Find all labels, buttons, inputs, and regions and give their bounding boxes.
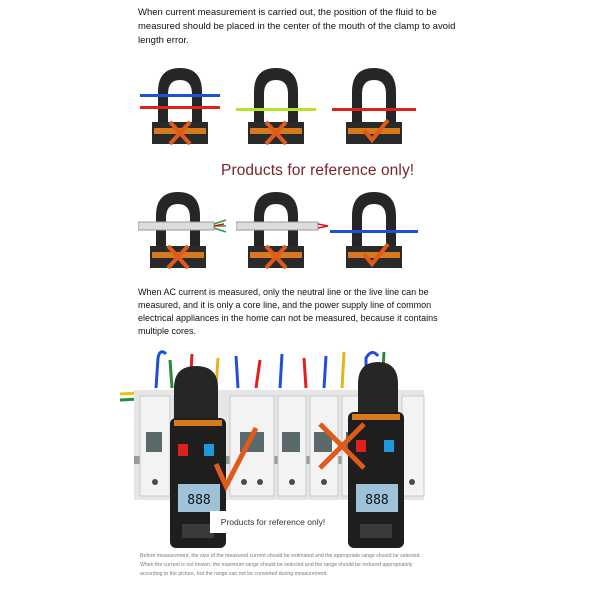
clamp-example-3: [332, 62, 416, 150]
top-instruction-text: When current measurement is carried out, the position of the fluid to be measured should be placed in the center of the mouth of the clamp to avoid length error.: [138, 7, 456, 46]
clamp-example-5: [236, 186, 330, 274]
blue-wire: [330, 230, 418, 233]
meter-display-left: 888: [187, 493, 211, 508]
clamp-example-2: [236, 62, 316, 150]
meter-display-right: 888: [365, 493, 389, 508]
yellow-green-wire: [236, 108, 316, 111]
scene-reference-note: Products for reference only!: [210, 511, 336, 533]
blue-wire: [140, 94, 220, 97]
multicore-cable: [138, 222, 214, 230]
clamp-example-1: [140, 62, 220, 150]
bottom-instruction-text: Before measurement, the size of the measured current should be estimated and the appropriate range should be selected. When the current is not known, the maximum range should be selected and the range should be reduced appropriately according to the picture, but the range can not be converted during measurement.: [140, 553, 421, 577]
clamp-example-4: [138, 186, 228, 274]
clamp-example-6: [330, 186, 418, 274]
multicore-cable: [236, 222, 318, 230]
red-wire: [140, 106, 220, 109]
reference-note: Products for reference only!: [221, 162, 415, 179]
middle-instruction-text: When AC current is measured, only the neutral line or the live line can be measured, and it is only a core line, and the power supply line of common electrical appliances in the home can not be measured, because it contains multiple cores.: [138, 287, 438, 336]
red-wire: [332, 108, 416, 111]
